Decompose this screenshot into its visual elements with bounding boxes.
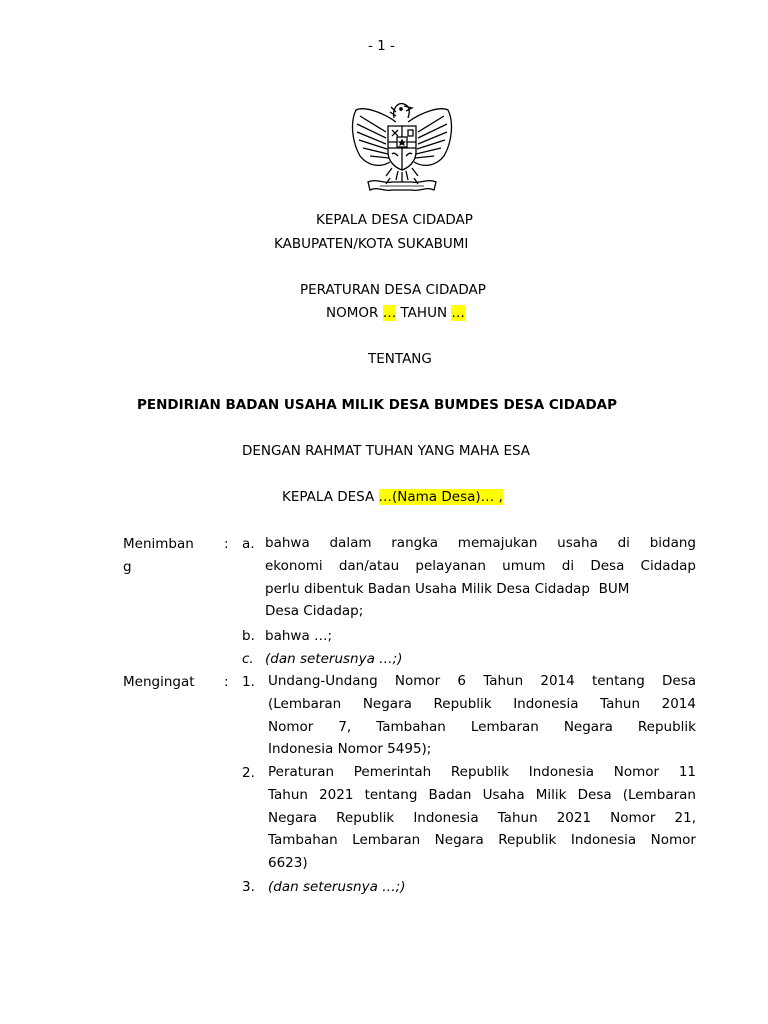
mengingat-item-3: (dan seterusnya …;) — [268, 879, 406, 895]
regulation-number-line — [326, 304, 465, 322]
mengingat-marker-2: 2. — [242, 765, 255, 781]
header-line-2: KABUPATEN/KOTA SUKABUMI — [274, 236, 469, 252]
menimbang-label-wrap: g — [123, 559, 132, 575]
tahun-label: TAHUN — [400, 305, 448, 321]
menimbang-item-a — [265, 532, 696, 623]
text-line: Desa Cidadap; — [265, 603, 364, 620]
invocation: DENGAN RAHMAT TUHAN YANG MAHA ESA — [242, 443, 531, 459]
text-line: Negara Republik Indonesia Tahun 2021 Nomor 21, — [268, 809, 696, 826]
village-name-placeholder: …(Nama Desa)… , — [378, 489, 503, 505]
text-line: Peraturan Pemerintah Republik Indonesia Nomor 11 — [268, 764, 696, 780]
regulation-title: PERATURAN DESA CIDADAP — [300, 282, 486, 298]
page-number: - 1 - — [368, 38, 395, 54]
menimbang-colon: : — [224, 536, 229, 552]
tentang-heading: TENTANG — [368, 351, 432, 367]
text-line: (Lembaran Negara Republik Indonesia Tahun 2014 — [268, 695, 696, 712]
mengingat-item-1 — [268, 670, 696, 761]
text-line: Nomor 7, Tambahan Lembaran Negara Republik — [268, 718, 696, 735]
nomor-label: NOMOR — [326, 305, 379, 321]
mengingat-marker-1: 1. — [242, 674, 255, 690]
mengingat-colon: : — [224, 674, 229, 690]
text-line: Undang-Undang Nomor 6 Tahun 2014 tentang Desa — [268, 673, 696, 689]
village-head-label: KEPALA DESA — [282, 489, 375, 505]
menimbang-label: Menimban — [123, 536, 194, 552]
text-line: Tahun 2021 tentang Badan Usaha Milik Desa (Lembaran — [268, 786, 696, 803]
text-line: bahwa dalam rangka memajukan usaha di bidang — [265, 535, 696, 551]
menimbang-marker-b: b. — [242, 628, 255, 644]
village-head-line — [282, 488, 503, 506]
text-line: ekonomi dan/atau pelayanan umum di Desa Cidadap — [265, 557, 696, 574]
mengingat-item-2 — [268, 761, 696, 875]
garuda-emblem-icon — [346, 92, 458, 196]
menimbang-item-c: (dan seterusnya …;) — [265, 651, 403, 667]
header-line-1: KEPALA DESA CIDADAP — [316, 212, 473, 228]
tahun-value: … — [451, 305, 465, 321]
text-line: perlu dibentuk Badan Usaha Milik Desa Cidadap BUM — [265, 580, 630, 597]
mengingat-label: Mengingat — [123, 674, 195, 690]
menimbang-marker-a: a. — [242, 536, 255, 552]
menimbang-item-b: bahwa …; — [265, 628, 333, 644]
text-line: 6623) — [268, 855, 308, 872]
nomor-value: … — [382, 305, 397, 321]
text-line: Indonesia Nomor 5495); — [268, 741, 432, 758]
text-line: Tambahan Lembaran Negara Republik Indonesia Nomor — [268, 832, 696, 849]
menimbang-marker-c: c. — [242, 651, 254, 667]
mengingat-marker-3: 3. — [242, 879, 255, 895]
regulation-subject: PENDIRIAN BADAN USAHA MILIK DESA BUMDES DESA CIDADAP — [137, 397, 617, 413]
